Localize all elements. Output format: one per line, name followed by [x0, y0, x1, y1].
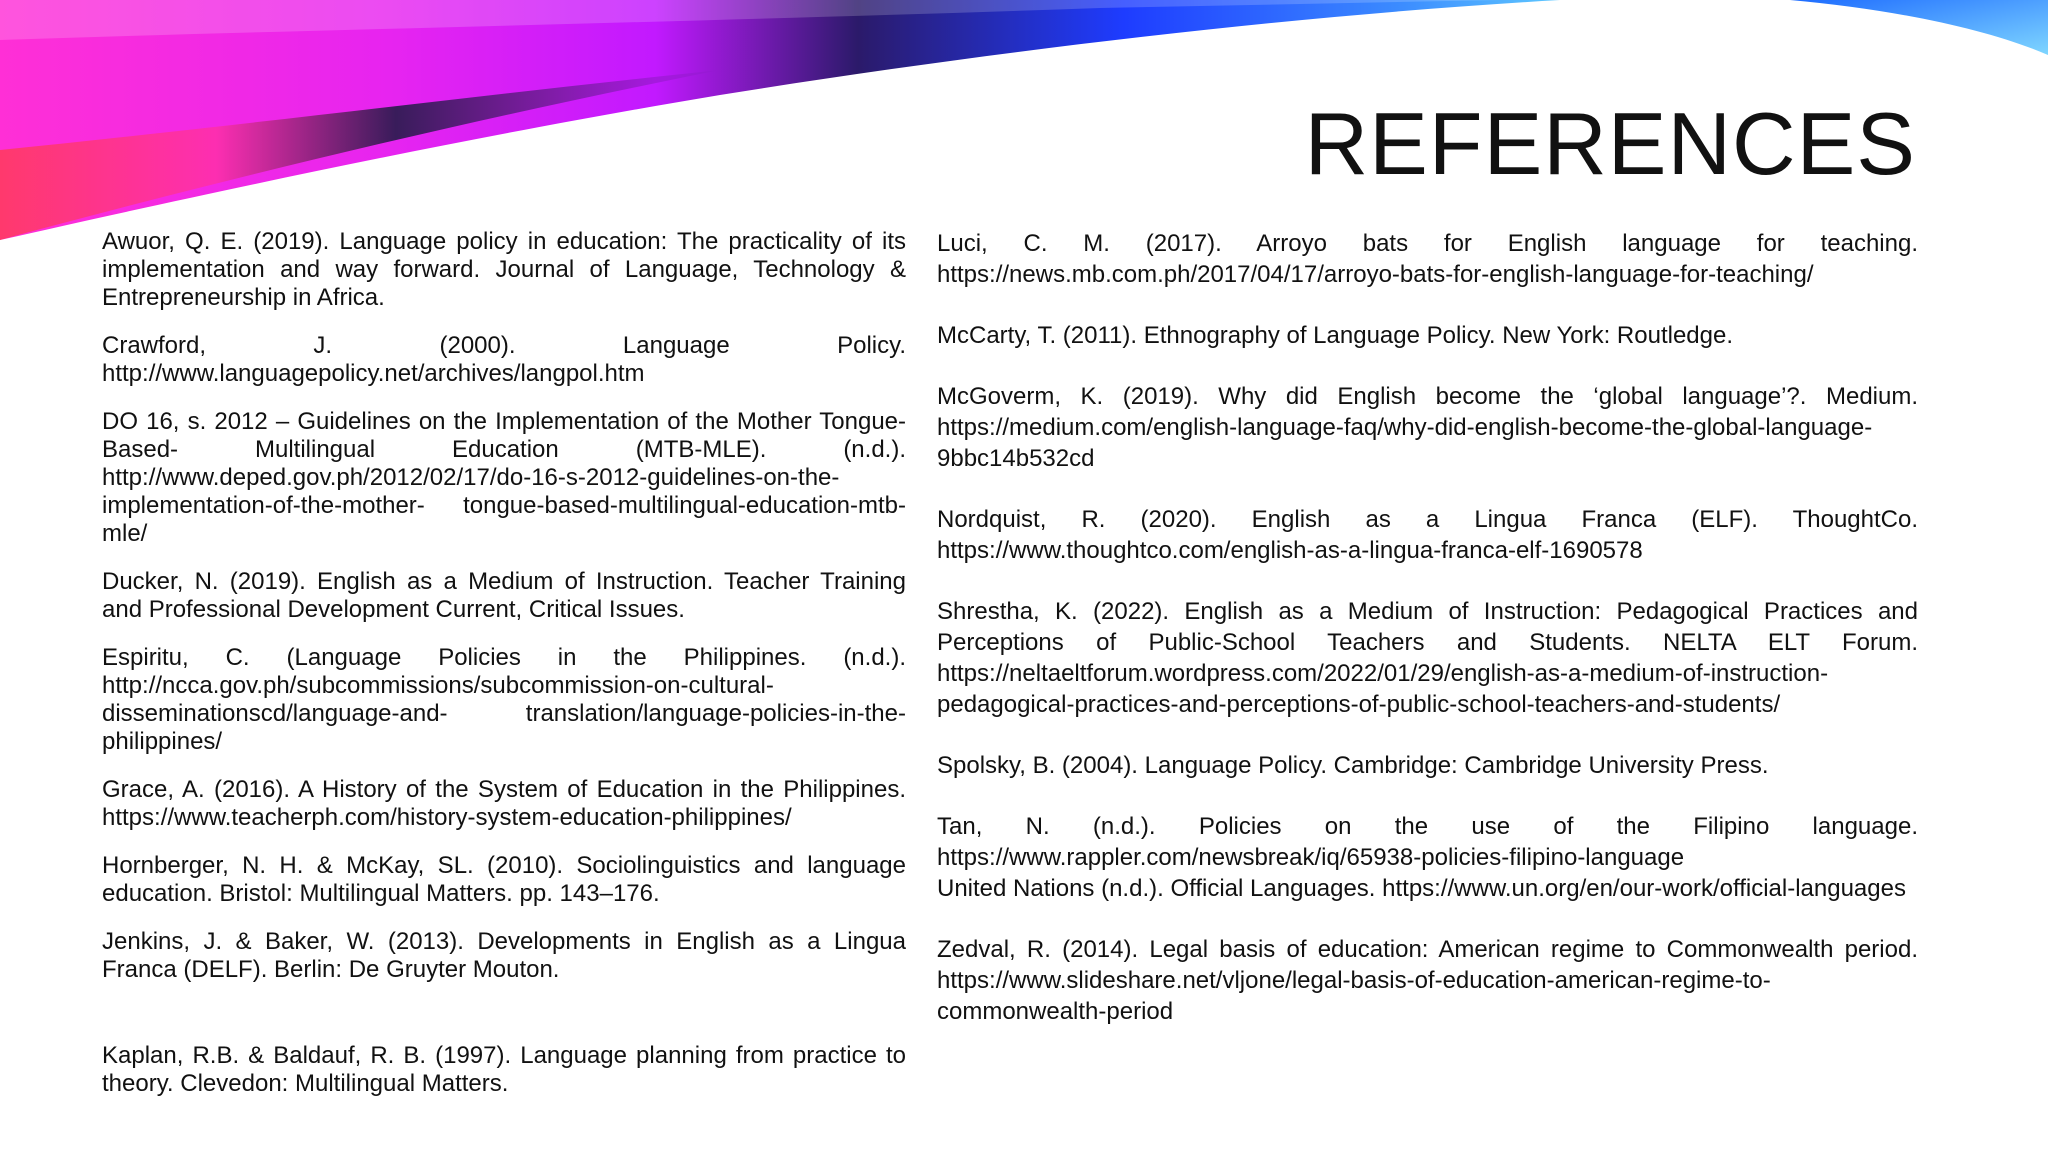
slide-title: REFERENCES	[1304, 94, 1916, 193]
reference-item: Awuor, Q. E. (2019). Language policy in education: The practicality of its implementation and way forward. Journal of Language, Technology & Entrepreneurship in Africa.	[102, 228, 906, 311]
references-right-column	[937, 228, 1918, 1057]
references-left-column	[102, 228, 906, 1118]
reference-item: McGoverm, K. (2019). Why did English become the ‘global language’?. Medium. https://medium.com/english-language-faq/why-did-english-become-the-global-language-9bbc14b532cd	[937, 383, 1918, 472]
reference-item: Hornberger, N. H. & McKay, SL. (2010). Sociolinguistics and language education. Bristol: Multilingual Matters. pp. 143–176.	[102, 852, 906, 907]
reference-item: Espiritu, C. (Language Policies in the Philippines. (n.d.). http://ncca.gov.ph/subcommissions/subcommission-on-cultural-disseminationscd/language-and- translation/language-policies-in-the-philippines/	[102, 644, 906, 755]
reference-item: Tan, N. (n.d.). Policies on the use of the Filipino language. https://www.rappler.com/newsbreak/iq/65938-policies-filipino-language	[937, 813, 1918, 871]
reference-item: Zedval, R. (2014). Legal basis of education: American regime to Commonwealth period. https://www.slideshare.net/vljone/legal-basis-of-education-american-regime-to-commonwealth-period	[937, 936, 1918, 1025]
swoosh-right	[1790, 0, 2048, 55]
reference-item: Nordquist, R. (2020). English as a Lingua Franca (ELF). ThoughtCo. https://www.thoughtco.com/english-as-a-lingua-franca-elf-1690578	[937, 506, 1918, 564]
reference-item: Ducker, N. (2019). English as a Medium of Instruction. Teacher Training and Professional Development Current, Critical Issues.	[102, 568, 906, 623]
reference-item: Luci, C. M. (2017). Arroyo bats for English language for teaching. https://news.mb.com.ph/2017/04/17/arroyo-bats-for-english-language-for-teaching/	[937, 230, 1918, 288]
reference-item: Spolsky, B. (2004). Language Policy. Cambridge: Cambridge University Press.	[937, 752, 1769, 779]
reference-item: Crawford, J. (2000). Language Policy. http://www.languagepolicy.net/archives/langpol.htm	[102, 332, 906, 387]
reference-item: Shrestha, K. (2022). English as a Medium of Instruction: Pedagogical Practices and Perceptions of Public-School Teachers and Students. NELTA ELT Forum. https://neltaeltforum.wordpress.com/2022/01/29/english-as-a-medium-of-instruction-pedagogical-practices-and-perceptions-of-public-school-teachers-and-students/	[937, 598, 1918, 718]
reference-item: Jenkins, J. & Baker, W. (2013). Developments in English as a Lingua Franca (DELF). Berlin: De Gruyter Mouton.	[102, 928, 906, 983]
reference-item: Grace, A. (2016). A History of the System of Education in the Philippines. https://www.teacherph.com/history-system-education-philippines/	[102, 776, 906, 831]
reference-item: Kaplan, R.B. & Baldauf, R. B. (1997). Language planning from practice to theory. Clevedon: Multilingual Matters.	[102, 1042, 906, 1097]
reference-item: McCarty, T. (2011). Ethnography of Language Policy. New York: Routledge.	[937, 322, 1734, 349]
reference-item: DO 16, s. 2012 – Guidelines on the Implementation of the Mother Tongue-Based- Multilingual Education (MTB-MLE). (n.d.). http://www.deped.gov.ph/2012/02/17/do-16-s-2012-guidelines-on-the-implementation-of-the-mother- tongue-based-multilingual-education-mtb-mle/	[102, 408, 906, 547]
reference-item: United Nations (n.d.). Official Languages. https://www.un.org/en/our-work/official-languages	[937, 875, 1906, 902]
